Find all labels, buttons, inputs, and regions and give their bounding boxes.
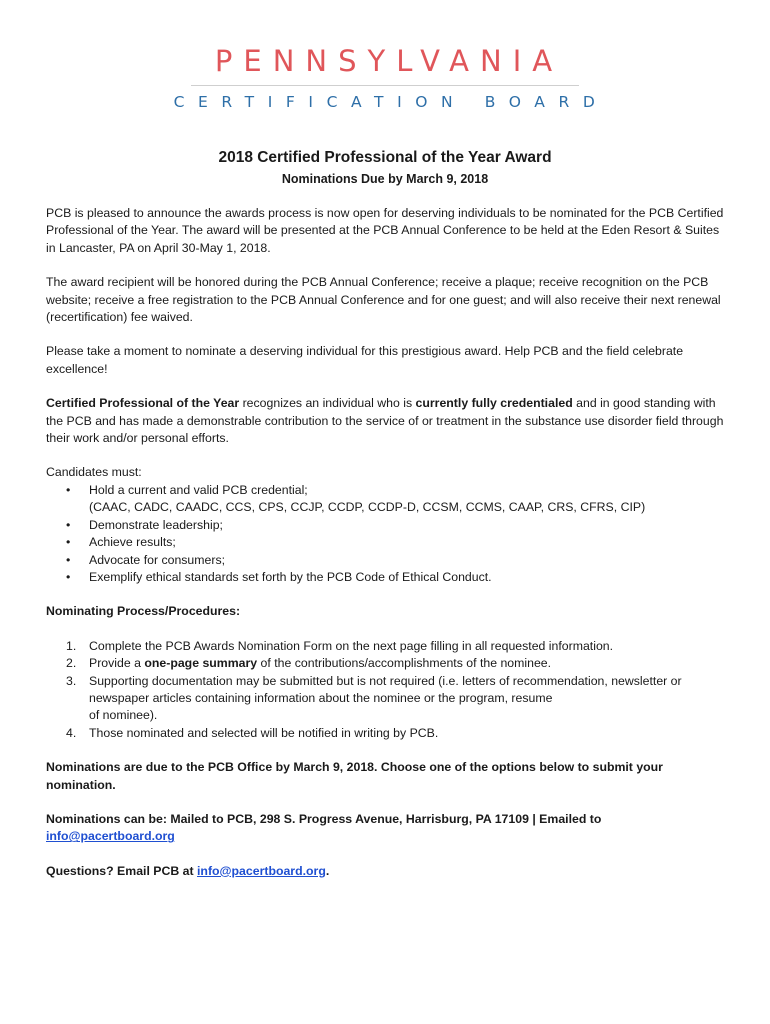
process-steps — [46, 638, 724, 742]
bullet-icon: • — [66, 569, 71, 584]
bullet-icon: • — [66, 535, 71, 550]
bullet-icon: • — [66, 482, 71, 497]
bullet-icon: • — [66, 517, 71, 532]
page-subtitle: Nominations Due by March 9, 2018 — [281, 172, 489, 186]
please-paragraph: Please take a moment to nominate a deserving individual for this prestigious award. Help PCB and the field celebrate excellence! — [46, 344, 684, 376]
candidates-list — [46, 482, 724, 586]
logo-wordmark-bottom: CERTIFICATION BOARD — [173, 93, 609, 111]
candidates-heading: Candidates must: — [46, 465, 142, 480]
list-item: • Exemplify ethical standards set forth by the PCB Code of Ethical Conduct. — [46, 569, 724, 586]
cpy-text-mid: recognizes an individual who is — [239, 396, 416, 411]
cpy-bold-credentialed: currently fully credentialed — [415, 396, 573, 411]
questions-email-link[interactable]: info@pacertboard.org — [197, 863, 326, 878]
list-item: 1. Complete the PCB Awards Nomination Form on the next page filling in all requested information. — [66, 638, 614, 653]
due-paragraph: Nominations are due to the PCB Office by March 9, 2018. Choose one of the options below to submit your nomination. — [46, 760, 663, 792]
list-item: • Advocate for consumers; — [46, 552, 724, 569]
bullet-icon: • — [66, 552, 71, 567]
intro-paragraph: PCB is pleased to announce the awards process is now open for deserving individuals to be nominated for the PCB Certified Professional of the Year. The award will be presented at the PCB Annual Conference to be held at the Eden Resort & Suites in Lancaster, PA on April 30-May 1, 2018. — [46, 206, 724, 255]
list-item: 2. Provide a one-page summary of the contributions/accomplishments of the nominee. — [66, 656, 552, 671]
page-title: 2018 Certified Professional of the Year Award — [218, 149, 552, 166]
cpy-bold-term: Certified Professional of the Year — [46, 396, 240, 411]
list-item: • Hold a current and valid PCB credential; (CAAC, CADC, CAADC, CCS, CPS, CCJP, CCDP, CCDP-D, CCSM, CCMS, CAAP, CRS, CFRS, CIP) — [66, 482, 646, 515]
questions-paragraph: Questions? Email PCB at info@pacertboard.org. — [46, 863, 330, 878]
pcb-logo — [46, 0, 724, 111]
list-item: 4. Those nominated and selected will be notified in writing by PCB. — [66, 725, 439, 740]
credentials-line: (CAAC, CADC, CAADC, CCS, CPS, CCJP, CCDP, CCDP-D, CCSM, CCMS, CAAP, CRS, CFRS, CIP) — [89, 500, 646, 515]
logo-divider — [191, 85, 579, 86]
cpy-text-end: and in good standing with the PCB and has made a demonstrable contribution to the service of or treatment in the substance use disorder field through their work and/or personal efforts. — [46, 396, 724, 446]
list-item: • Demonstrate leadership; — [46, 517, 724, 534]
honor-paragraph: The award recipient will be honored during the PCB Annual Conference; receive a plaque; receive recognition on the PCB website; receive a free registration to the PCB Annual Conference and for one guest; and will also receive their next renewal (recertification) fee waived. — [46, 275, 721, 325]
logo-wordmark-top: PENNSYLVANIA — [214, 44, 564, 78]
list-item: 3. Supporting documentation may be submitted but is not required (i.e. letters of recommendation, newsletter or newspaper articles containing information about the nominee or the program, resume of nominee). — [66, 673, 682, 723]
process-heading: Nominating Process/Procedures: — [46, 604, 241, 619]
submit-paragraph: Nominations can be: Mailed to PCB, 298 S. Progress Avenue, Harrisburg, PA 17109 | Emailed to info@pacertboard.org — [46, 811, 602, 844]
submit-email-link[interactable]: info@pacertboard.org — [46, 829, 175, 844]
cpy-paragraph — [46, 395, 724, 447]
list-item: • Achieve results; — [46, 534, 724, 551]
